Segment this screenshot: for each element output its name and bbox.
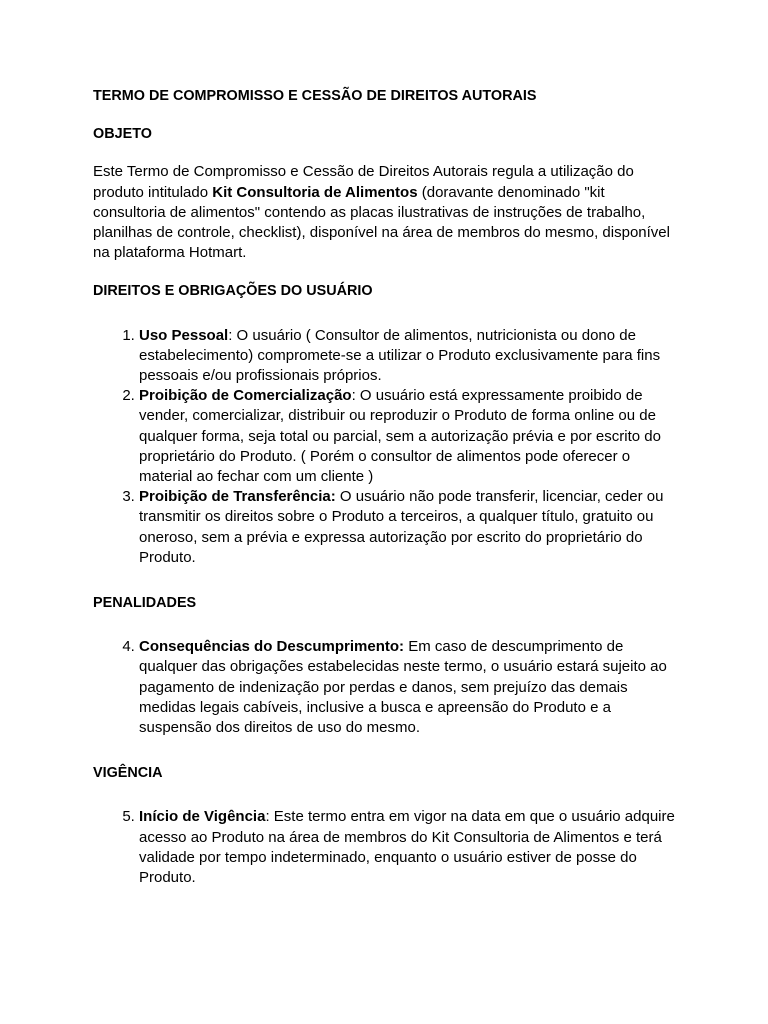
list-item-term: Proibição de Comercialização <box>139 387 352 405</box>
list-item-text: : Este termo entra em vigor na data em que o usuário adquire acesso ao Produto na área de membros do Kit Consultoria de Alimentos e terá validade por tempo indeterminado, enquanto o usuário estiver de posse do Produto. <box>139 808 675 887</box>
list-item <box>139 386 678 487</box>
list-item <box>139 326 678 387</box>
section-heading-objeto: OBJETO <box>93 126 152 143</box>
objeto-text-before: Este Termo de Compromisso e Cessão de Direitos Autorais regula a utilização do produto intitulado <box>93 163 634 201</box>
list-item <box>139 637 678 738</box>
list-item-term: Consequências do Descumprimento: <box>139 638 405 656</box>
objeto-text-after: (doravante denominado "kit consultoria de alimentos" contendo as placas ilustrativas de instruções de trabalho, planilhas de controle, checklist), disponível na área de membros do mesmo, disponível na plataforma Hotmart. <box>93 183 670 262</box>
list-item <box>139 487 678 568</box>
penalidades-list <box>93 637 678 738</box>
document-page <box>93 86 678 888</box>
list-item-text: Em caso de descumprimento de qualquer das obrigações estabelecidas neste termo, o usuário estará sujeito ao pagamento de indenização por perdas e danos, sem prejuízo das demais medidas legais cabíveis, inclusive a busca e apreensão do Produto e a suspensão dos direitos de uso do mesmo. <box>139 638 667 737</box>
document-title: TERMO DE COMPROMISSO E CESSÃO DE DIREITOS AUTORAIS <box>93 88 537 104</box>
section-heading-direitos: DIREITOS E OBRIGAÇÕES DO USUÁRIO <box>93 283 373 300</box>
list-item <box>139 807 678 888</box>
list-item-text: : O usuário está expressamente proibido de vender, comercializar, distribuir ou reproduzir o Produto de forma online ou de qualquer forma, seja total ou parcial, sem a autorização prévia e por escrito do proprietário do Produto. ( Porém o consultor de alimentos pode oferecer o material ao fechar com um cliente ) <box>139 387 661 486</box>
section-heading-vigencia: VIGÊNCIA <box>93 765 163 782</box>
list-item-term: Proibição de Transferência: <box>139 488 336 506</box>
direitos-list <box>93 326 678 568</box>
list-item-text: : O usuário ( Consultor de alimentos, nutricionista ou dono de estabelecimento) compromete-se a utilizar o Produto exclusivamente para fins pessoais e/ou profissionais próprios. <box>139 326 661 385</box>
section-heading-penalidades: PENALIDADES <box>93 595 197 612</box>
list-item-text: O usuário não pode transferir, licenciar, ceder ou transmitir os direitos sobre o Produto a terceiros, a qualquer título, gratuito ou oneroso, sem a prévia e expressa autorização por escrito do proprietário do Produto. <box>139 488 664 566</box>
objeto-paragraph <box>93 162 678 263</box>
list-item-term: Uso Pessoal <box>139 326 229 344</box>
product-name: Kit Consultoria de Alimentos <box>212 183 418 201</box>
vigencia-list <box>93 807 678 888</box>
list-item-term: Início de Vigência <box>139 808 266 826</box>
